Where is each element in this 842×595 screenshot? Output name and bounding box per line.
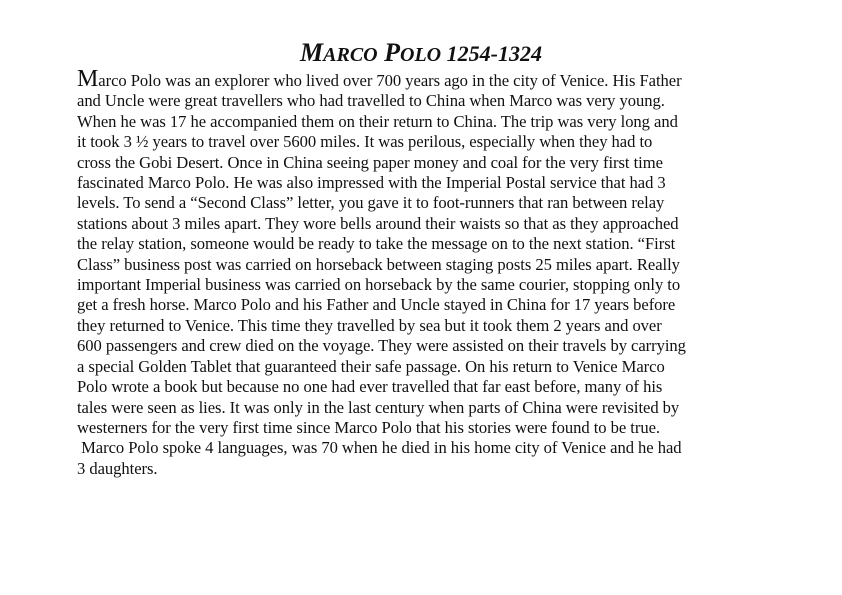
text-line: get a fresh horse. Marco Polo and his Father and Uncle stayed in China for 17 years before [77,295,676,315]
page-title [0,40,842,68]
drop-cap: M [77,66,99,92]
text-line: stations about 3 miles apart. They wore bells around their waists so that as they approached [77,213,679,233]
text-line: When he was 17 he accompanied them on their return to China. The trip was very long and [77,111,678,131]
text-line: important Imperial business was carried on horseback by the same courier, stopping only to [77,275,681,295]
text-line: they returned to Venice. This time they travelled by sea but it took them 2 years and over [77,315,662,335]
text-line: levels. To send a “Second Class” letter, you gave it to foot-runners that ran between relay [77,193,665,213]
text-line: the relay station, someone would be ready to take the message on to the next station. “First [77,234,676,254]
text-line: and Uncle were great travellers who had travelled to China when Marco was very young. [77,91,665,111]
title-dates: 1254-1324 [446,41,542,66]
title-name: MARCO POLO [300,38,442,67]
text-line: Marco Polo was an explorer who lived over 700 years ago in the city of Venice. His Father [77,66,682,92]
text-line: Polo wrote a book but because no one had ever travelled that far east before, many of his [77,377,663,397]
text-line: tales were seen as lies. It was only in the last century when parts of China were revisited by [77,397,680,417]
text-line: cross the Gobi Desert. Once in China seeing paper money and coal for the very first time [77,152,663,172]
text-line: westerners for the very first time since Marco Polo that his stories were found to be true. [77,417,660,437]
text-line: Class” business post was carried on horseback between staging posts 25 miles apart. Really [77,254,680,274]
text-line: Marco Polo spoke 4 languages, was 70 when he died in his home city of Venice and he had [77,438,682,458]
text-line: fascinated Marco Polo. He was also impressed with the Imperial Postal service that had 3 [77,173,666,193]
text-line: 600 passengers and crew died on the voyage. They were assisted on their travels by carrying [77,336,686,356]
text-line: 3 daughters. [77,458,158,478]
text-line: it took 3 ½ years to travel over 5600 miles. It was perilous, especially when they had to [77,132,653,152]
body-paragraph [77,66,817,479]
text-line: a special Golden Tablet that guaranteed their safe passage. On his return to Venice Marco [77,356,665,376]
